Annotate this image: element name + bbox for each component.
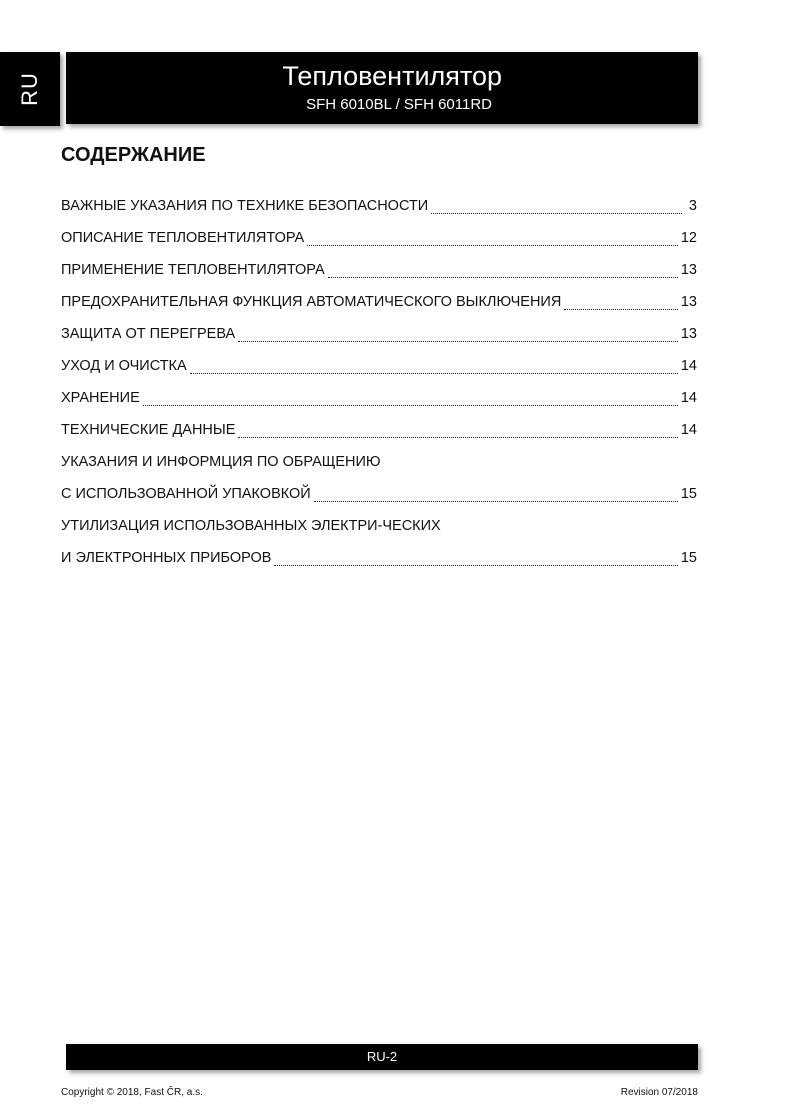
dot-leader	[190, 363, 678, 374]
toc-entry-text: УКАЗАНИЯ И ИНФОРМЦИЯ ПО ОБРАЩЕНИЮ	[61, 454, 381, 470]
toc-entry-page: 14	[680, 358, 697, 374]
toc-entry-page: 15	[680, 486, 697, 502]
toc-entry	[61, 382, 697, 414]
toc-heading: СОДЕРЖАНИЕ	[61, 144, 206, 166]
dot-leader	[431, 203, 682, 214]
toc-entry-text: УХОД И ОЧИСТКА	[61, 358, 187, 374]
toc-entry-page: 13	[680, 294, 697, 310]
toc-entry-page: 14	[680, 390, 697, 406]
toc-entry-page: 13	[680, 326, 697, 342]
toc-entry	[61, 190, 697, 222]
toc-entry-continued	[61, 446, 697, 478]
toc-entry-text: ТЕХНИЧЕСКИЕ ДАННЫЕ	[61, 422, 236, 438]
language-code: RU	[17, 72, 42, 106]
dot-leader	[314, 491, 678, 502]
header-bar	[66, 52, 698, 124]
toc-entry	[61, 478, 697, 510]
toc-entry-text: ПРИМЕНЕНИЕ ТЕПЛОВЕНТИЛЯТОРА	[61, 262, 325, 278]
model-numbers: SFH 6010BL / SFH 6011RD	[306, 96, 492, 113]
toc-entry-text: ВАЖНЫЕ УКАЗАНИЯ ПО ТЕХНИКЕ БЕЗОПАСНОСТИ	[61, 198, 429, 214]
toc-entry	[61, 542, 697, 574]
toc-entry-text: ХРАНЕНИЕ	[61, 390, 140, 406]
dot-leader	[238, 331, 678, 342]
toc-entry-text: ПРЕДОХРАНИТЕЛЬНАЯ ФУНКЦИЯ АВТОМАТИЧЕСКОГО ВЫКЛЮЧЕНИЯ	[61, 294, 562, 310]
toc-entry-page: 13	[680, 262, 697, 278]
document-title: Тепловентилятор	[282, 61, 502, 91]
dot-leader	[238, 427, 677, 438]
copyright-notice: Copyright © 2018, Fast ČR, a.s.	[61, 1087, 203, 1098]
toc-entry-continued	[61, 510, 697, 542]
footer-bar	[66, 1044, 698, 1070]
toc-entry-page: 12	[680, 230, 697, 246]
toc-entry	[61, 222, 697, 254]
toc-entry	[61, 414, 697, 446]
toc-entry-text: ЗАЩИТА ОТ ПЕРЕГРЕВА	[61, 326, 236, 342]
toc-entry-text: ОПИСАНИЕ ТЕПЛОВЕНТИЛЯТОРА	[61, 230, 305, 246]
dot-leader	[274, 555, 677, 566]
toc-entry-page: 15	[680, 550, 697, 566]
revision-label: Revision 07/2018	[620, 1087, 698, 1098]
dot-leader	[307, 235, 678, 246]
language-tab	[0, 52, 60, 126]
dot-leader	[564, 299, 678, 310]
toc-entry	[61, 254, 697, 286]
toc-entry	[61, 286, 697, 318]
toc-entry-text: УТИЛИЗАЦИЯ ИСПОЛЬЗОВАННЫХ ЭЛЕКТРИ-ЧЕСКИХ	[61, 518, 441, 534]
dot-leader	[143, 395, 678, 406]
dot-leader	[328, 267, 678, 278]
table-of-contents	[61, 190, 697, 574]
toc-entry-page: 3	[688, 198, 697, 214]
page-number: RU-2	[366, 1049, 398, 1064]
toc-entry	[61, 318, 697, 350]
toc-entry-text: С ИСПОЛЬЗОВАННОЙ УПАКОВКОЙ	[61, 486, 311, 502]
toc-entry	[61, 350, 697, 382]
toc-entry-page: 14	[680, 422, 697, 438]
toc-entry-text: И ЭЛЕКТРОННЫХ ПРИБОРОВ	[61, 550, 272, 566]
